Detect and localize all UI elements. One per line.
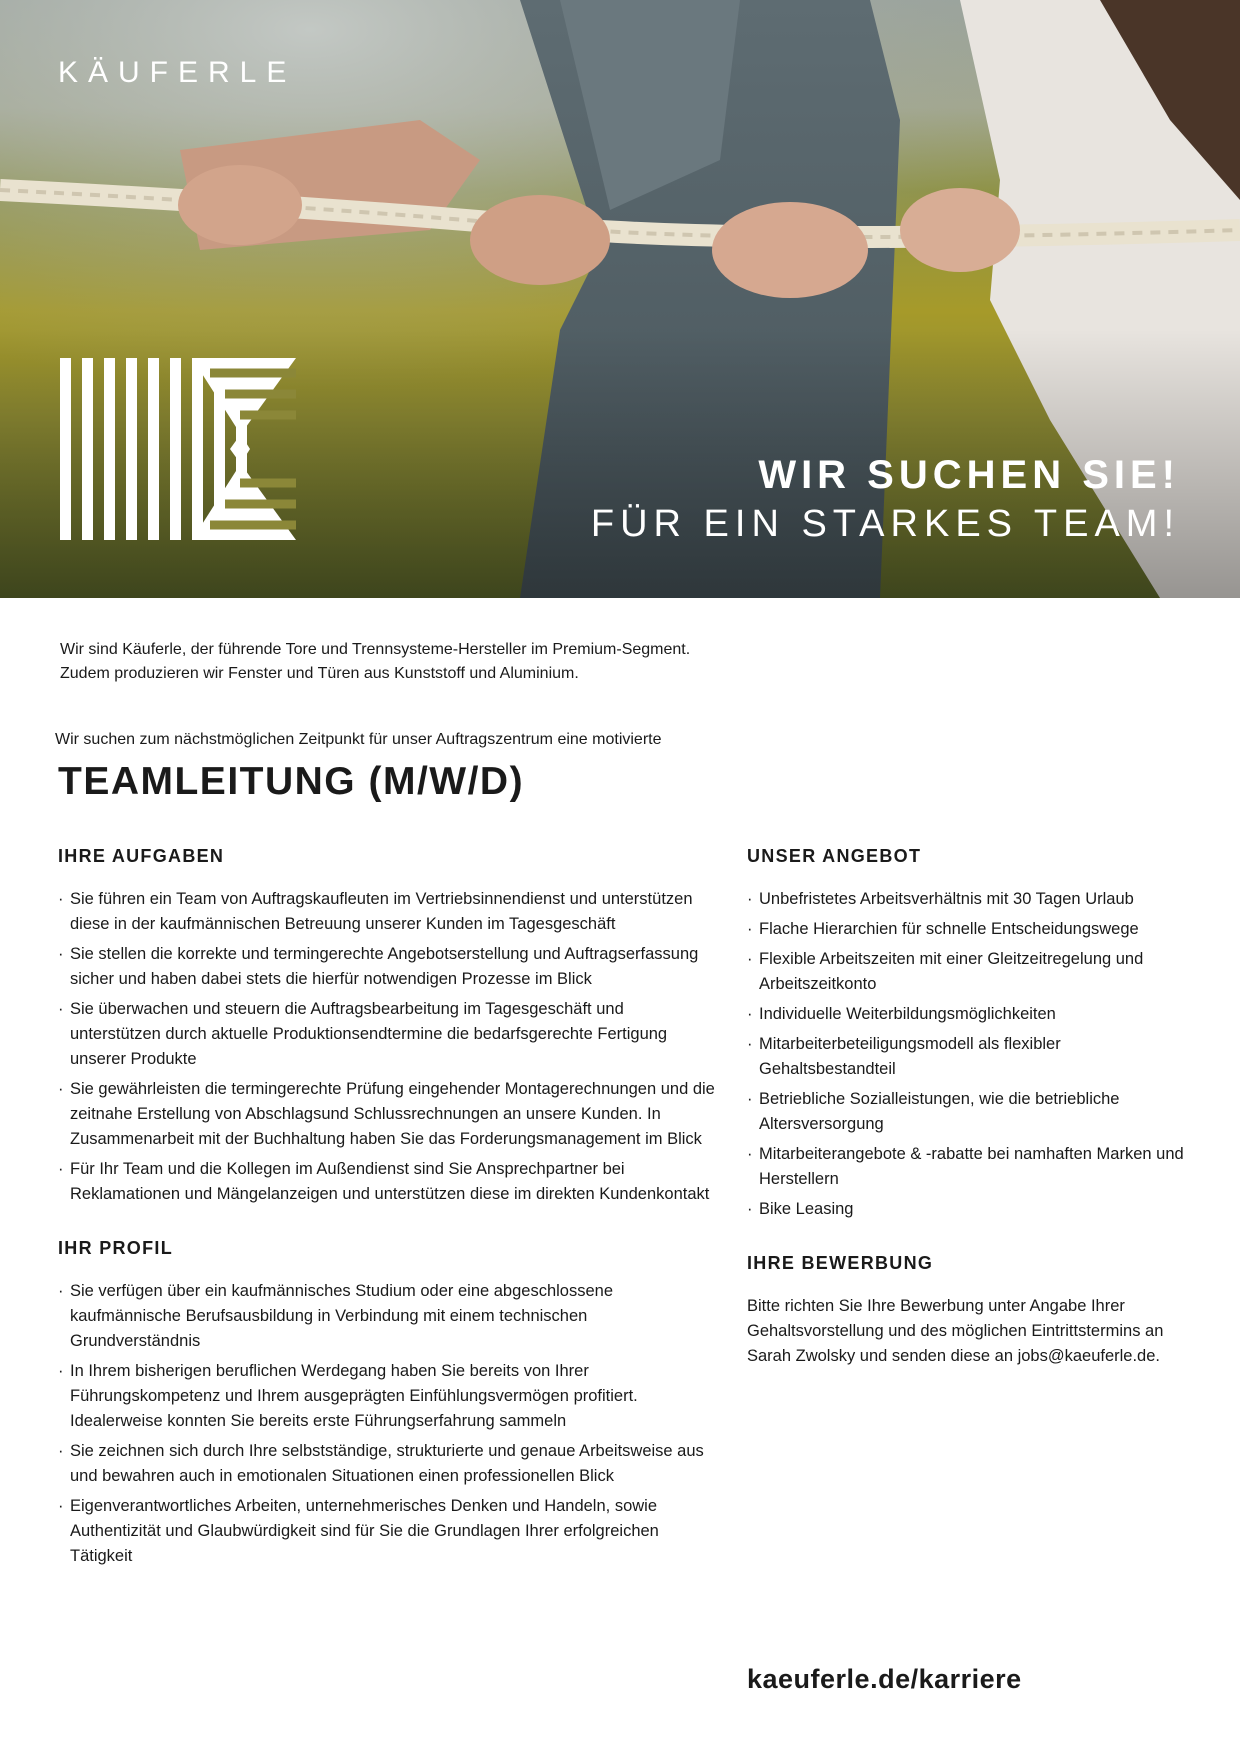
offer-heading: UNSER ANGEBOT (747, 846, 922, 866)
list-item: · Sie zeichnen sich durch Ihre selbstständige, strukturierte und genaue Arbeitsweise aus und bewahren auch in emotionalen Situationen einen professionellen Blick (58, 1439, 718, 1489)
list-item: · Betriebliche Sozialleistungen, wie die betriebliche Altersversorgung (747, 1087, 1187, 1137)
list-item: · Individuelle Weiterbildungsmöglichkeiten (747, 1002, 1187, 1027)
bullet-icon: · (58, 1497, 64, 1515)
k-monogram-logo (60, 358, 296, 540)
list-item: · Mitarbeiterangebote & -rabatte bei namhaften Marken und Herstellern (747, 1142, 1187, 1192)
bullet-icon: · (58, 1160, 64, 1178)
list-item: · Sie führen ein Team von Auftragskaufleuten im Vertriebsinnendienst und unterstützen diese in der kaufmännischen Betreuung unserer Kunden im Tagesgeschäft (58, 887, 718, 937)
bullet-icon: · (747, 1035, 753, 1053)
profile-heading: IHR PROFIL (58, 1238, 173, 1258)
job-title: TEAMLEITUNG (M/W/D) (58, 760, 525, 803)
tasks-list (58, 887, 718, 1207)
list-item: · Sie überwachen und steuern die Auftragsbearbeitung im Tagesgeschäft und unterstützen durch aktuelle Produktionsendtermine die bedarfsgerechte Fertigung unserer Produkte (58, 997, 718, 1072)
bullet-icon: · (747, 1005, 753, 1023)
bullet-icon: · (58, 1080, 64, 1098)
profile-list (58, 1279, 718, 1569)
right-column (747, 846, 1187, 1369)
bullet-icon: · (58, 890, 64, 908)
bullet-icon: · (747, 1090, 753, 1108)
left-column (58, 846, 718, 1574)
bullet-icon: · (58, 945, 64, 963)
list-item: · Sie stellen die korrekte und termingerechte Angebotserstellung und Auftragserfassung sicher und haben dabei stets die hierfür notwendigen Prozesse im Blick (58, 942, 718, 992)
list-item: · Sie verfügen über ein kaufmännisches Studium oder eine abgeschlossene kaufmännische Berufsausbildung in Verbindung mit einem technischen Grundverständnis (58, 1279, 718, 1354)
lead-sentence: Wir suchen zum nächstmöglichen Zeitpunkt für unser Auftragszentrum eine motivierte (55, 731, 662, 748)
bullet-icon: · (58, 1282, 64, 1300)
bullet-icon: · (747, 950, 753, 968)
bullet-icon: · (58, 1000, 64, 1018)
application-heading: IHRE BEWERBUNG (747, 1253, 934, 1273)
application-text: Bitte richten Sie Ihre Bewerbung unter Angabe Ihrer Gehaltsvorstellung und des möglichen Eintrittstermins an Sarah Zwolsky und senden diese an jobs@kaeuferle.de. (747, 1297, 1164, 1365)
offer-list (747, 887, 1187, 1222)
list-item: · Bike Leasing (747, 1197, 1187, 1222)
bullet-icon: · (747, 1200, 753, 1218)
list-item: · Flexible Arbeitszeiten mit einer Gleitzeitregelung und Arbeitszeitkonto (747, 947, 1187, 997)
list-item: · Sie gewährleisten die termingerechte Prüfung eingehender Montagerechnungen und die zeitnahe Erstellung von Abschlagsund Schlussrechnungen an unsere Kunden. In Zusammenarbeit mit der Buchhaltung haben Sie das Forderungsmanagement im Blick (58, 1077, 718, 1152)
bullet-icon: · (58, 1442, 64, 1460)
list-item: · Eigenverantwortliches Arbeiten, unternehmerisches Denken und Handeln, sowie Authentizität und Glaubwürdigkeit sind für Sie die Grundlagen Ihrer erfolgreichen Tätigkeit (58, 1494, 718, 1569)
tasks-heading: IHRE AUFGABEN (58, 846, 225, 866)
bullet-icon: · (747, 890, 753, 908)
bullet-icon: · (58, 1362, 64, 1380)
bullet-icon: · (747, 1145, 753, 1163)
list-item: · Flache Hierarchien für schnelle Entscheidungswege (747, 917, 1187, 942)
list-item: · Mitarbeiterbeteiligungsmodell als flexibler Gehaltsbestandteil (747, 1032, 1187, 1082)
list-item: · In Ihrem bisherigen beruflichen Werdegang haben Sie bereits von Ihrer Führungskompetenz und Ihrem ausgeprägten Einfühlungsvermögen profitiert. Idealerweise konnten Sie bereits erste Führungserfahrung sammeln (58, 1359, 718, 1434)
bullet-icon: · (747, 920, 753, 938)
hero-image (0, 0, 1240, 598)
list-item: · Unbefristetes Arbeitsverhältnis mit 30 Tagen Urlaub (747, 887, 1187, 912)
hero-subheadline: FÜR EIN STARKES TEAM! (590, 503, 1180, 545)
list-item: · Für Ihr Team und die Kollegen im Außendienst sind Sie Ansprechpartner bei Reklamationen und Mängelanzeigen und unterstützen diese im direkten Kundenkontakt (58, 1157, 718, 1207)
intro-text (60, 638, 820, 686)
intro-line: Zudem produzieren wir Fenster und Türen aus Kunststoff und Aluminium. (60, 665, 579, 682)
career-link[interactable]: kaeuferle.de/karriere (747, 1664, 1022, 1694)
intro-line: Wir sind Käuferle, der führende Tore und Trennsysteme-Hersteller im Premium-Segment. (60, 641, 691, 658)
hero-headline: WIR SUCHEN SIE! (758, 453, 1180, 497)
brand-logo-text: KÄUFERLE (58, 56, 297, 89)
